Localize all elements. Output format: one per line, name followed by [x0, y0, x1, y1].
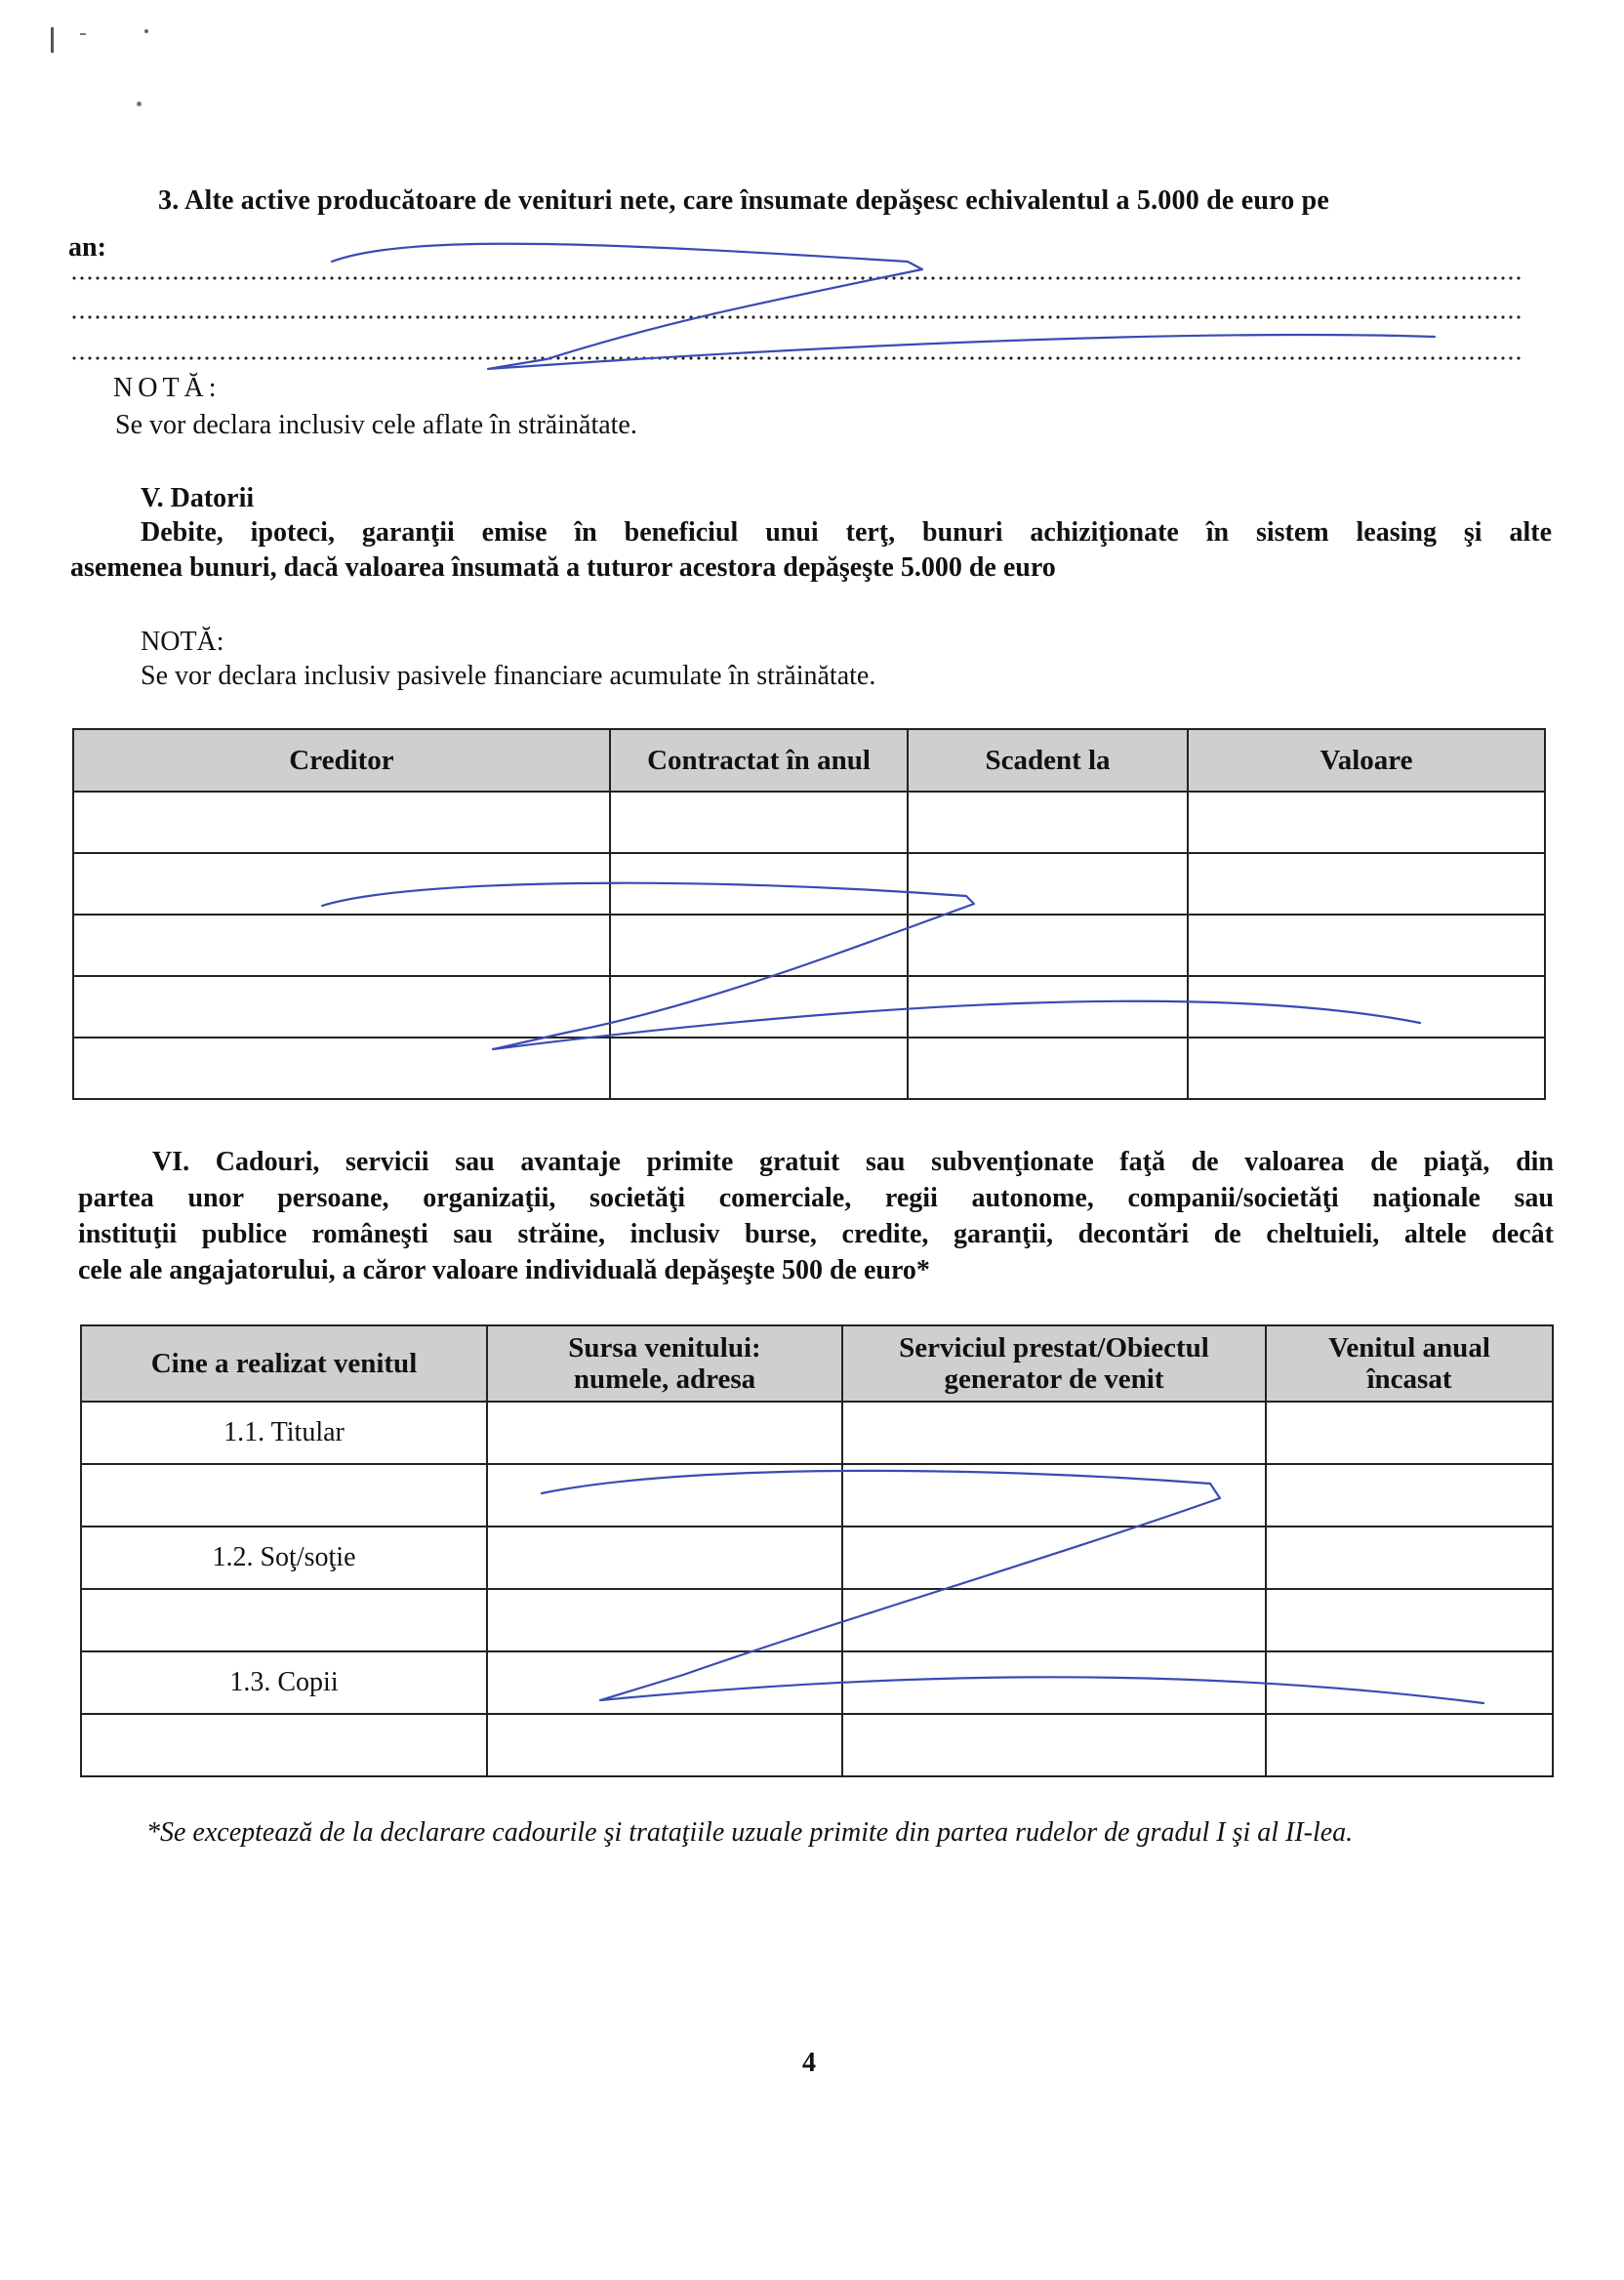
table-cell — [73, 853, 610, 915]
header-line: numele, adresa — [573, 1364, 756, 1395]
table-cell — [842, 1589, 1266, 1651]
table-row — [81, 1464, 1553, 1527]
table-cell — [1266, 1527, 1553, 1589]
nota-label: NOTĂ: — [141, 627, 224, 657]
scan-mark — [51, 27, 54, 53]
table-cell — [487, 1464, 842, 1527]
table-cell — [73, 792, 610, 853]
header-line: Cine a realizat venitul — [150, 1348, 418, 1379]
row-label-sot: 1.2. Soţ/soţie — [81, 1527, 487, 1589]
table-cell — [908, 976, 1188, 1038]
table-cell — [81, 1464, 487, 1527]
table-cell — [487, 1651, 842, 1714]
header-line: încasat — [1366, 1364, 1452, 1395]
col-header-creditor: Creditor — [73, 729, 610, 792]
table-cell — [908, 792, 1188, 853]
section-vi-text: partea unor persoane, organizaţii, societăţi comerciale, regii autonome, companii/societăţi naţionale sau — [78, 1183, 1554, 1213]
table-cell — [1266, 1464, 1553, 1527]
table-row — [73, 915, 1545, 976]
table-cell — [487, 1589, 842, 1651]
table-cell — [81, 1714, 487, 1776]
header-line: Venitul anual — [1328, 1332, 1490, 1364]
table-cell — [73, 1038, 610, 1099]
table-cell — [610, 853, 908, 915]
col-header-contractat: Contractat în anul — [610, 729, 908, 792]
nota-text: Se vor declara inclusiv pasivele financiare acumulate în străinătate. — [141, 661, 876, 691]
section-3-heading: 3. Alte active producătoare de venituri nete, care însumate depăşesc echivalentul a 5.000 de euro pe — [158, 185, 1330, 216]
table-row — [81, 1527, 1553, 1589]
table-cell — [1266, 1651, 1553, 1714]
table-cell — [73, 915, 610, 976]
table-row — [81, 1402, 1553, 1464]
table-header-row — [73, 729, 1545, 792]
table-cell — [842, 1527, 1266, 1589]
scan-mark — [144, 29, 148, 33]
table-cell — [1188, 915, 1545, 976]
scan-mark — [80, 33, 86, 35]
table-cell — [1266, 1714, 1553, 1776]
header-line: generator de venit — [944, 1364, 1164, 1395]
section-v-description: Debite, ipoteci, garanţii emise în beneficiul unui terţ, bunuri achiziţionate în sistem leasing şi alte — [141, 517, 1552, 548]
table-cell — [81, 1589, 487, 1651]
gifts-table — [80, 1324, 1554, 1777]
col-header-venitul — [1266, 1325, 1553, 1402]
row-label-titular: 1.1. Titular — [81, 1402, 487, 1464]
page-number: 4 — [802, 2048, 816, 2078]
table-cell — [73, 976, 610, 1038]
col-header-valoare: Valoare — [1188, 729, 1545, 792]
table-row — [73, 1038, 1545, 1099]
dotted-line — [70, 354, 1524, 362]
table-cell — [1188, 792, 1545, 853]
table-cell — [1188, 1038, 1545, 1099]
nota-text: Se vor declara inclusiv cele aflate în străinătate. — [115, 410, 637, 440]
section-v-title: V. Datorii — [141, 483, 255, 513]
table-cell — [610, 976, 908, 1038]
header-line: Serviciul prestat/Obiectul — [899, 1332, 1209, 1364]
dotted-line — [70, 313, 1524, 321]
table-cell — [842, 1402, 1266, 1464]
table-header-row — [81, 1325, 1553, 1402]
header-line: Sursa venitului: — [568, 1332, 761, 1364]
table-cell — [487, 1714, 842, 1776]
table-cell — [487, 1402, 842, 1464]
table-row — [81, 1589, 1553, 1651]
footnote: *Se exceptează de la declarare cadourile şi trataţiile uzuale primite din partea rudelor de gradul I şi al II-lea. — [146, 1817, 1354, 1848]
section-v-description: asemenea bunuri, dacă valoarea însumată a tuturor acestora depăşeşte 5.000 de euro — [70, 552, 1056, 583]
table-row — [73, 976, 1545, 1038]
table-cell — [908, 853, 1188, 915]
table-cell — [610, 915, 908, 976]
section-vi-text: instituţii publice româneşti sau străine, inclusiv burse, credite, garanţii, decontări de cheltuieli, altele decât — [78, 1219, 1554, 1249]
debts-table — [72, 728, 1546, 1100]
table-cell — [1188, 976, 1545, 1038]
col-header-scadent: Scadent la — [908, 729, 1188, 792]
nota-label: NOTĂ: — [113, 373, 222, 403]
table-cell — [610, 792, 908, 853]
section-3-heading-cont: an: — [68, 232, 106, 263]
table-row — [81, 1714, 1553, 1776]
row-label-copii: 1.3. Copii — [81, 1651, 487, 1714]
table-cell — [610, 1038, 908, 1099]
col-header-cine — [81, 1325, 487, 1402]
table-row — [73, 853, 1545, 915]
scribble-z-section-3 — [332, 244, 1435, 369]
col-header-sursa — [487, 1325, 842, 1402]
table-cell — [1266, 1402, 1553, 1464]
scan-mark — [137, 102, 142, 106]
table-row — [81, 1651, 1553, 1714]
table-cell — [842, 1464, 1266, 1527]
table-cell — [842, 1651, 1266, 1714]
table-cell — [908, 915, 1188, 976]
table-cell — [1266, 1589, 1553, 1651]
section-vi-text: VI. Cadouri, servicii sau avantaje primite gratuit sau subvenţionate faţă de valoarea de piaţă, din — [152, 1147, 1554, 1177]
table-cell — [908, 1038, 1188, 1099]
col-header-serviciul — [842, 1325, 1266, 1402]
table-cell — [1188, 853, 1545, 915]
table-cell — [487, 1527, 842, 1589]
dotted-line — [70, 274, 1524, 282]
table-cell — [842, 1714, 1266, 1776]
table-row — [73, 792, 1545, 853]
section-vi-text: cele ale angajatorului, a căror valoare individuală depăşeşte 500 de euro* — [78, 1255, 930, 1285]
